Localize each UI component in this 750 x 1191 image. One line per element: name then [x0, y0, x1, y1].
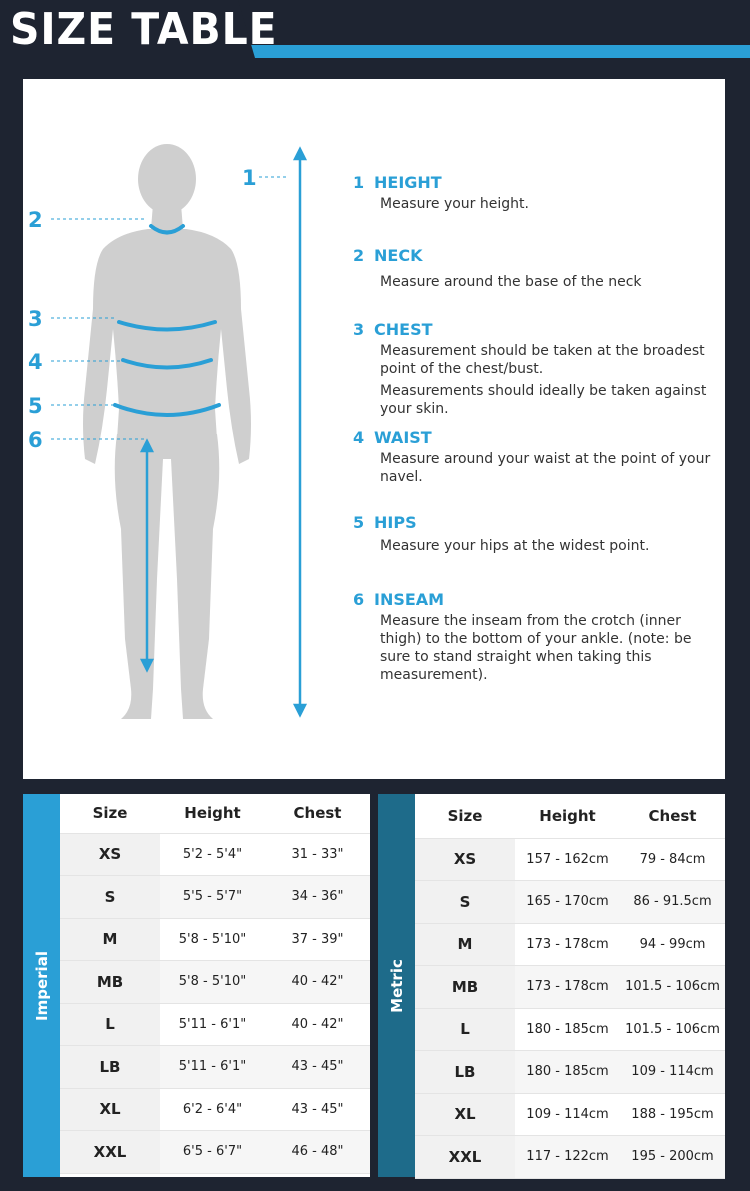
page-header	[0, 0, 750, 60]
height-cell: 109 - 114cm	[515, 1093, 620, 1136]
table-row	[415, 923, 725, 966]
column-header: Height	[160, 794, 265, 833]
size-cell: MB	[415, 966, 515, 1009]
table-row	[60, 1088, 370, 1131]
height-cell: 173 - 178cm	[515, 923, 620, 966]
table-row	[415, 881, 725, 924]
column-header: Height	[515, 794, 620, 838]
height-cell: 173 - 178cm	[515, 966, 620, 1009]
table-header-row	[60, 794, 370, 833]
imperial-side-label: Imperial	[23, 794, 60, 1177]
step-description: Measure the inseam from the crotch (inner thigh) to the bottom of your ankle. (note: be sure to stand straight when taking this measurement).	[380, 613, 692, 683]
step-description: Measure your height.	[380, 196, 529, 212]
marker-3: 3	[28, 307, 43, 331]
table-header-row	[415, 794, 725, 838]
metric-side-label: Metric	[378, 794, 415, 1177]
chest-cell: 86 - 91.5cm	[620, 881, 725, 924]
height-cell: 180 - 185cm	[515, 1051, 620, 1094]
chest-cell: 43 - 45"	[265, 1088, 370, 1131]
size-cell: M	[415, 923, 515, 966]
marker-1: 1	[242, 166, 257, 190]
height-cell: 5'8 - 5'10"	[160, 918, 265, 961]
column-header: Size	[415, 794, 515, 838]
chest-cell: 40 - 42"	[265, 1003, 370, 1046]
chest-cell: 43 - 45"	[265, 1046, 370, 1089]
step-heading: 1 HEIGHT	[353, 173, 442, 192]
table-row	[415, 1051, 725, 1094]
step-neck	[353, 246, 713, 291]
size-cell: LB	[415, 1051, 515, 1094]
height-cell: 5'2 - 5'4"	[160, 833, 265, 876]
step-description: Measure around the base of the neck	[380, 274, 642, 290]
step-inseam	[353, 590, 713, 684]
chest-cell: 46 - 48"	[265, 1131, 370, 1174]
table-row	[415, 966, 725, 1009]
page-title: SIZE TABLE	[10, 4, 278, 55]
step-waist	[353, 428, 713, 486]
table-row	[60, 876, 370, 919]
height-cell: 6'2 - 6'4"	[160, 1088, 265, 1131]
size-cell: XS	[415, 838, 515, 881]
step-heading: 2 NECK	[353, 246, 423, 265]
body-figure-illustration	[23, 79, 353, 779]
size-cell: MB	[60, 961, 160, 1004]
step-description: Measure around your waist at the point of your navel.	[380, 451, 711, 485]
height-cell: 157 - 162cm	[515, 838, 620, 881]
step-description: Measurements should ideally be taken against your skin.	[380, 383, 707, 417]
marker-5: 5	[28, 394, 43, 418]
table-row	[60, 1003, 370, 1046]
chest-cell: 109 - 114cm	[620, 1051, 725, 1094]
height-cell: 5'8 - 5'10"	[160, 961, 265, 1004]
size-cell: XXL	[60, 1131, 160, 1174]
chest-cell: 188 - 195cm	[620, 1093, 725, 1136]
marker-2: 2	[28, 208, 43, 232]
size-cell: M	[60, 918, 160, 961]
step-heading: 3 CHEST	[353, 320, 433, 339]
column-header: Chest	[265, 794, 370, 833]
size-cell: LB	[60, 1046, 160, 1089]
step-description: Measurement should be taken at the broadest point of the chest/bust.	[380, 343, 705, 377]
height-cell: 165 - 170cm	[515, 881, 620, 924]
table-row	[415, 1008, 725, 1051]
chest-cell: 37 - 39"	[265, 918, 370, 961]
chest-cell: 101.5 - 106cm	[620, 966, 725, 1009]
column-header: Size	[60, 794, 160, 833]
measurement-guide-panel	[23, 79, 725, 779]
chest-cell: 34 - 36"	[265, 876, 370, 919]
height-cell: 5'11 - 6'1"	[160, 1046, 265, 1089]
size-cell: XXL	[415, 1136, 515, 1179]
size-cell: XL	[60, 1088, 160, 1131]
chest-cell: 79 - 84cm	[620, 838, 725, 881]
step-description: Measure your hips at the widest point.	[380, 538, 650, 554]
height-cell: 6'5 - 6'7"	[160, 1131, 265, 1174]
size-cell: S	[60, 876, 160, 919]
table-row	[60, 961, 370, 1004]
metric-size-table	[378, 794, 725, 1177]
size-cell: L	[60, 1003, 160, 1046]
table-row	[60, 1131, 370, 1174]
step-heading: 4 WAIST	[353, 428, 432, 447]
size-cell: XL	[415, 1093, 515, 1136]
chest-cell: 40 - 42"	[265, 961, 370, 1004]
marker-4: 4	[28, 350, 43, 374]
table-row	[415, 1093, 725, 1136]
step-chest	[353, 320, 713, 418]
imperial-table	[60, 794, 370, 1174]
chest-cell: 101.5 - 106cm	[620, 1008, 725, 1051]
height-cell: 5'11 - 6'1"	[160, 1003, 265, 1046]
table-row	[60, 1046, 370, 1089]
height-cell: 5'5 - 5'7"	[160, 876, 265, 919]
chest-cell: 94 - 99cm	[620, 923, 725, 966]
size-cell: S	[415, 881, 515, 924]
table-row	[415, 838, 725, 881]
size-cell: L	[415, 1008, 515, 1051]
step-height	[353, 173, 713, 213]
body-silhouette	[83, 144, 251, 719]
table-row	[60, 918, 370, 961]
size-cell: XS	[60, 833, 160, 876]
height-cell: 117 - 122cm	[515, 1136, 620, 1179]
height-cell: 180 - 185cm	[515, 1008, 620, 1051]
column-header: Chest	[620, 794, 725, 838]
step-heading: 6 INSEAM	[353, 590, 445, 609]
table-row	[415, 1136, 725, 1179]
chest-cell: 31 - 33"	[265, 833, 370, 876]
step-heading: 5 HIPS	[353, 513, 417, 532]
table-row	[60, 833, 370, 876]
marker-6: 6	[28, 428, 43, 452]
step-hips	[353, 513, 713, 555]
chest-cell: 195 - 200cm	[620, 1136, 725, 1179]
metric-table	[415, 794, 725, 1179]
imperial-size-table	[23, 794, 370, 1177]
